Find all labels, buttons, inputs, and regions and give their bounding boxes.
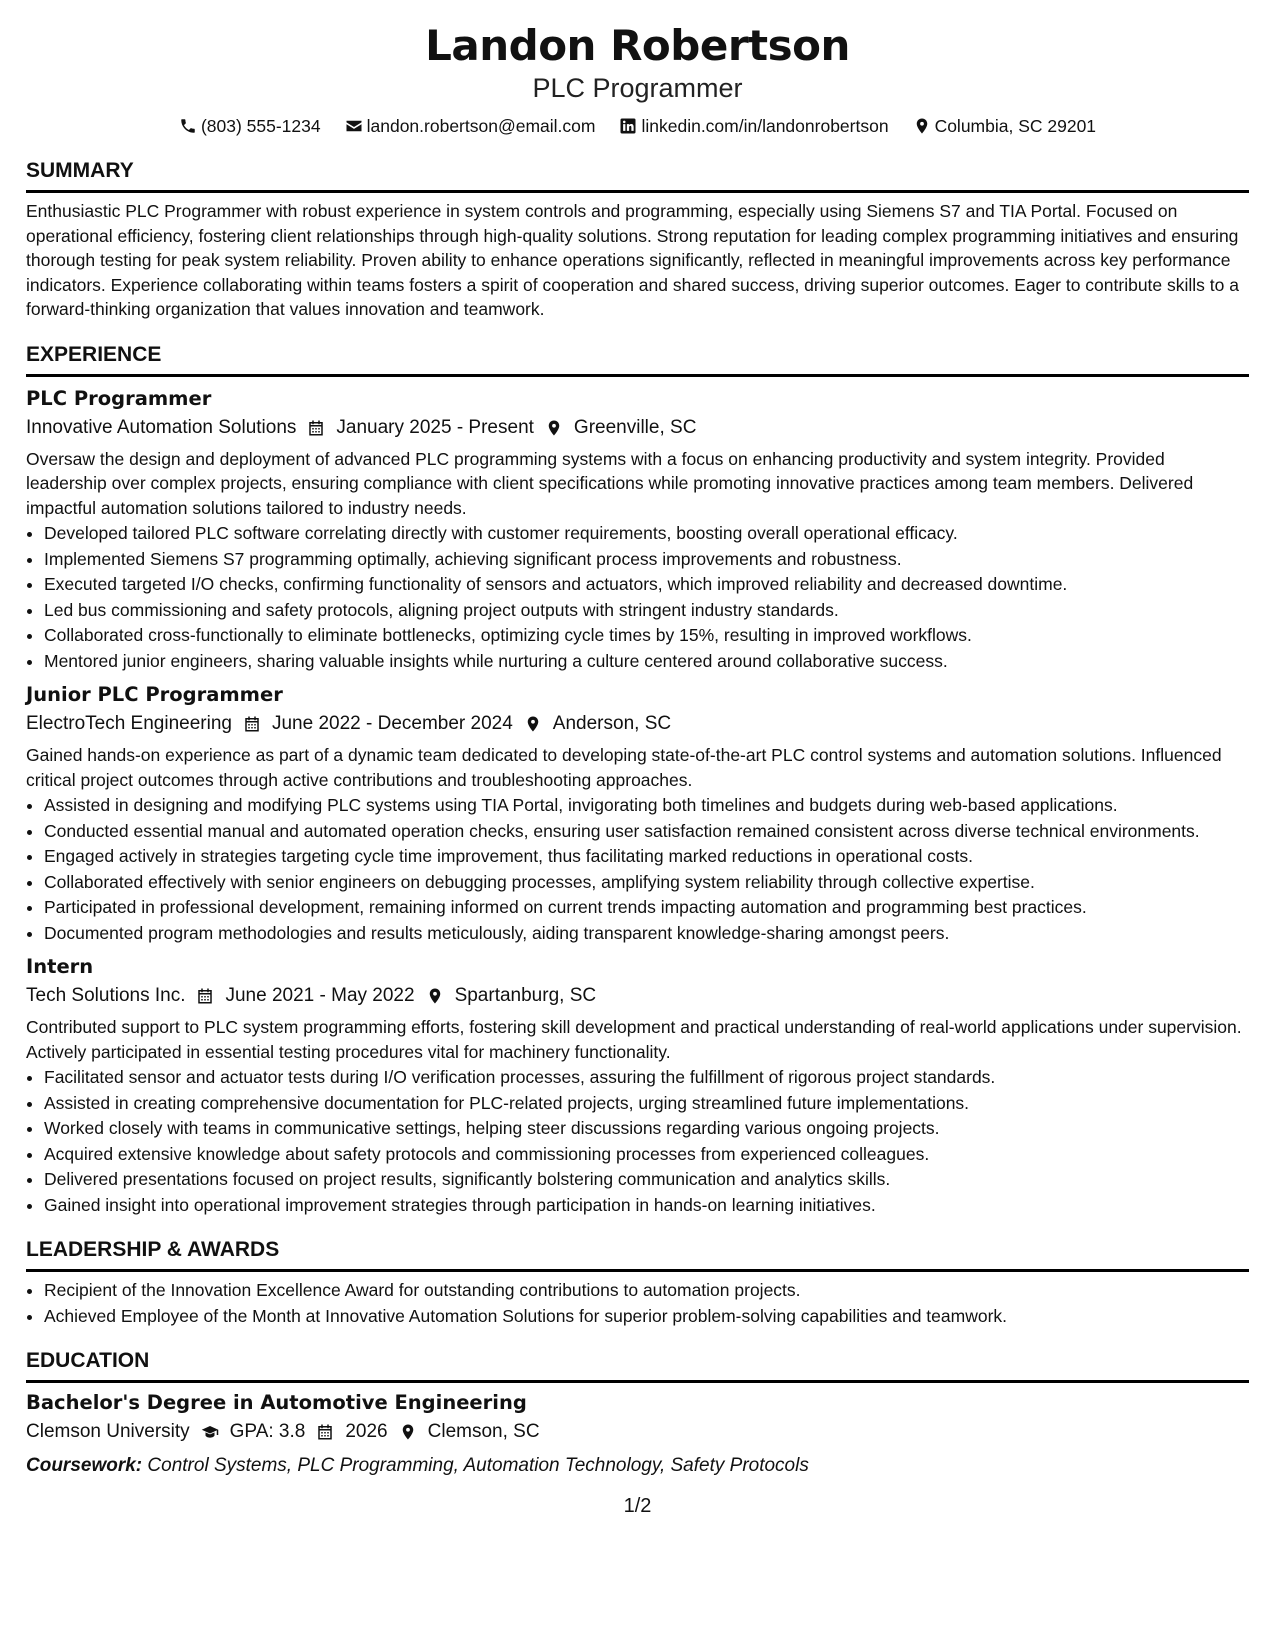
summary-text: Enthusiastic PLC Programmer with robust experience in system controls and programming, especially using Siemens S7 and TIA Portal. Focused on operational efficiency, fostering client relationships through high-quality solutions. Strong reputation for leading complex programming initiatives and ensuring thorough testing for peak system reliability. Proven ability to enhance operations significantly, reflected in meaningful improvements across key performance indicators. Experience collaborating within teams fosters a spirit of cooperation and shared success, driving superior outcomes. Eager to contribute skills to a forward-thinking organization that values innovation and teamwork.	[26, 201, 1239, 319]
map-pin-icon	[913, 117, 931, 135]
job-bullet: • Assisted in designing and modifying PLC systems using TIA Portal, invigorating both timelines and budgets during web-based applications.	[44, 793, 1249, 818]
job-meta	[26, 413, 1249, 443]
resume-content	[26, 20, 1249, 1481]
job-title: PLC Programmer	[26, 386, 212, 410]
job-description: Contributed support to PLC system programming efforts, fostering skill development and practical understanding of real-world applications under supervision. Actively participated in essential testing procedures vital for machinery functionality.	[26, 1017, 1242, 1062]
job-bullet: • Assisted in creating comprehensive documentation for PLC-related projects, urging streamlined future implementations.	[44, 1091, 1249, 1116]
candidate-name: Landon Robertson	[425, 21, 850, 70]
summary-heading: SUMMARY	[26, 158, 1249, 193]
job-bullet: • Led bus commissioning and safety protocols, aligning project outputs with stringent industry standards.	[44, 598, 1249, 623]
candidate-headline: PLC Programmer	[532, 73, 743, 103]
contact-phone-text: (803) 555-1234	[200, 116, 321, 136]
experience-section	[26, 342, 1249, 1218]
job-bullet: • Conducted essential manual and automated operation checks, ensuring user satisfaction remained consistent across diverse technical environments.	[44, 819, 1249, 844]
map-pin-icon	[544, 418, 564, 438]
job-entry	[26, 953, 1249, 1217]
summary-section	[26, 158, 1249, 322]
contact-phone[interactable]	[179, 114, 321, 138]
graduation-year: 2026	[345, 1421, 388, 1442]
map-pin-icon	[523, 714, 543, 734]
degree-title: Bachelor's Degree in Automotive Engineering	[26, 1391, 527, 1414]
map-pin-icon	[398, 1422, 418, 1442]
phone-icon	[179, 117, 197, 135]
job-title: Junior PLC Programmer	[26, 683, 283, 706]
gpa: GPA: 3.8	[229, 1421, 306, 1442]
leadership-heading: LEADERSHIP & AWARDS	[26, 1237, 1249, 1272]
job-bullet: • Implemented Siemens S7 programming optimally, achieving significant process improvements and robustness.	[44, 547, 1249, 572]
contact-linkedin-text: linkedin.com/in/landonrobertson	[641, 116, 889, 136]
job-bullet: • Acquired extensive knowledge about safety protocols and commissioning processes from experienced colleagues.	[44, 1142, 1249, 1167]
job-meta	[26, 981, 1249, 1011]
calendar-icon	[195, 986, 215, 1006]
job-bullet: • Collaborated cross-functionally to eliminate bottlenecks, optimizing cycle times by 15%, resulting in improved workflows.	[44, 623, 1249, 648]
calendar-icon	[315, 1422, 335, 1442]
leadership-section	[26, 1237, 1249, 1328]
resume-header	[26, 20, 1249, 138]
school-name: Clemson University	[26, 1421, 190, 1442]
job-bullet: • Collaborated effectively with senior engineers on debugging processes, amplifying system reliability through collective expertise.	[44, 870, 1249, 895]
graduation-cap-icon	[200, 1422, 220, 1442]
job-bullets	[26, 1065, 1249, 1217]
job-title: Intern	[26, 955, 94, 978]
job-dates: June 2021 - May 2022	[225, 985, 415, 1006]
job-meta	[26, 709, 1249, 739]
job-company: Tech Solutions Inc.	[26, 985, 186, 1006]
map-pin-icon	[425, 986, 445, 1006]
contact-linkedin[interactable]	[619, 114, 888, 138]
job-bullet: • Developed tailored PLC software correlating directly with customer requirements, boosting overall operational efficacy.	[44, 521, 1249, 546]
page-number: 1/2	[623, 1495, 652, 1517]
award-item: • Recipient of the Innovation Excellence Award for outstanding contributions to automation projects.	[44, 1278, 1249, 1303]
contact-location	[913, 114, 1096, 138]
envelope-icon	[345, 117, 363, 135]
job-location: Anderson, SC	[552, 713, 672, 734]
coursework-line	[26, 1451, 1249, 1481]
coursework-label: Coursework:	[26, 1455, 143, 1476]
job-bullets	[26, 521, 1249, 673]
coursework-list: Control Systems, PLC Programming, Automation Technology, Safety Protocols	[147, 1455, 809, 1476]
job-bullet: • Delivered presentations focused on project results, significantly bolstering communication and analytics skills.	[44, 1167, 1249, 1192]
school-location: Clemson, SC	[427, 1421, 540, 1442]
contact-location-text: Columbia, SC 29201	[934, 116, 1097, 136]
job-bullet: • Gained insight into operational improvement strategies through participation in hands-on learning initiatives.	[44, 1193, 1249, 1218]
job-description: Oversaw the design and deployment of advanced PLC programming systems with a focus on enhancing productivity and system integrity. Provided leadership over complex projects, ensuring compliance with client specifications while promoting innovative practices among team members. Delivered impactful automation solutions tailored to industry needs.	[26, 448, 1194, 518]
job-bullet: • Executed targeted I/O checks, confirming functionality of sensors and actuators, which improved reliability and decreased downtime.	[44, 572, 1249, 597]
job-location: Spartanburg, SC	[454, 985, 597, 1006]
job-bullet: • Worked closely with teams in communicative settings, helping steer discussions regarding various ongoing projects.	[44, 1116, 1249, 1141]
calendar-icon	[306, 418, 326, 438]
job-bullets	[26, 793, 1249, 945]
job-dates: January 2025 - Present	[336, 416, 534, 438]
contact-email[interactable]	[345, 114, 596, 138]
job-bullet: • Participated in professional development, remaining informed on current trends impacting automation and programming best practices.	[44, 895, 1249, 920]
job-company: Innovative Automation Solutions	[26, 416, 297, 438]
contact-email-text: landon.robertson@email.com	[366, 116, 596, 136]
calendar-icon	[242, 714, 262, 734]
leadership-bullets	[26, 1278, 1249, 1328]
job-location: Greenville, SC	[573, 416, 697, 438]
education-section	[26, 1348, 1249, 1481]
job-dates: June 2022 - December 2024	[271, 713, 513, 734]
job-bullet: • Facilitated sensor and actuator tests during I/O verification processes, assuring the fulfillment of rigorous project standards.	[44, 1065, 1249, 1090]
experience-heading: EXPERIENCE	[26, 342, 1249, 377]
award-item: • Achieved Employee of the Month at Innovative Automation Solutions for superior problem-solving capabilities and teamwork.	[44, 1304, 1249, 1329]
job-bullet: • Documented program methodologies and results meticulously, aiding transparent knowledge-sharing amongst peers.	[44, 921, 1249, 946]
contact-bar	[26, 114, 1249, 138]
job-company: ElectroTech Engineering	[26, 713, 232, 734]
job-description: Gained hands-on experience as part of a dynamic team dedicated to developing state-of-the-art PLC control systems and automation solutions. Influenced critical project outcomes through active contributions and troubleshooting approaches.	[26, 745, 1222, 790]
job-entry	[26, 385, 1249, 674]
job-bullet: • Engaged actively in strategies targeting cycle time improvement, thus facilitating marked reductions in operational costs.	[44, 844, 1249, 869]
linkedin-icon	[619, 117, 637, 135]
education-heading: EDUCATION	[26, 1348, 1249, 1383]
job-entry	[26, 681, 1249, 945]
job-bullet: • Mentored junior engineers, sharing valuable insights while nurturing a culture centered around collaborative success.	[44, 649, 1249, 674]
education-meta	[26, 1417, 1249, 1447]
